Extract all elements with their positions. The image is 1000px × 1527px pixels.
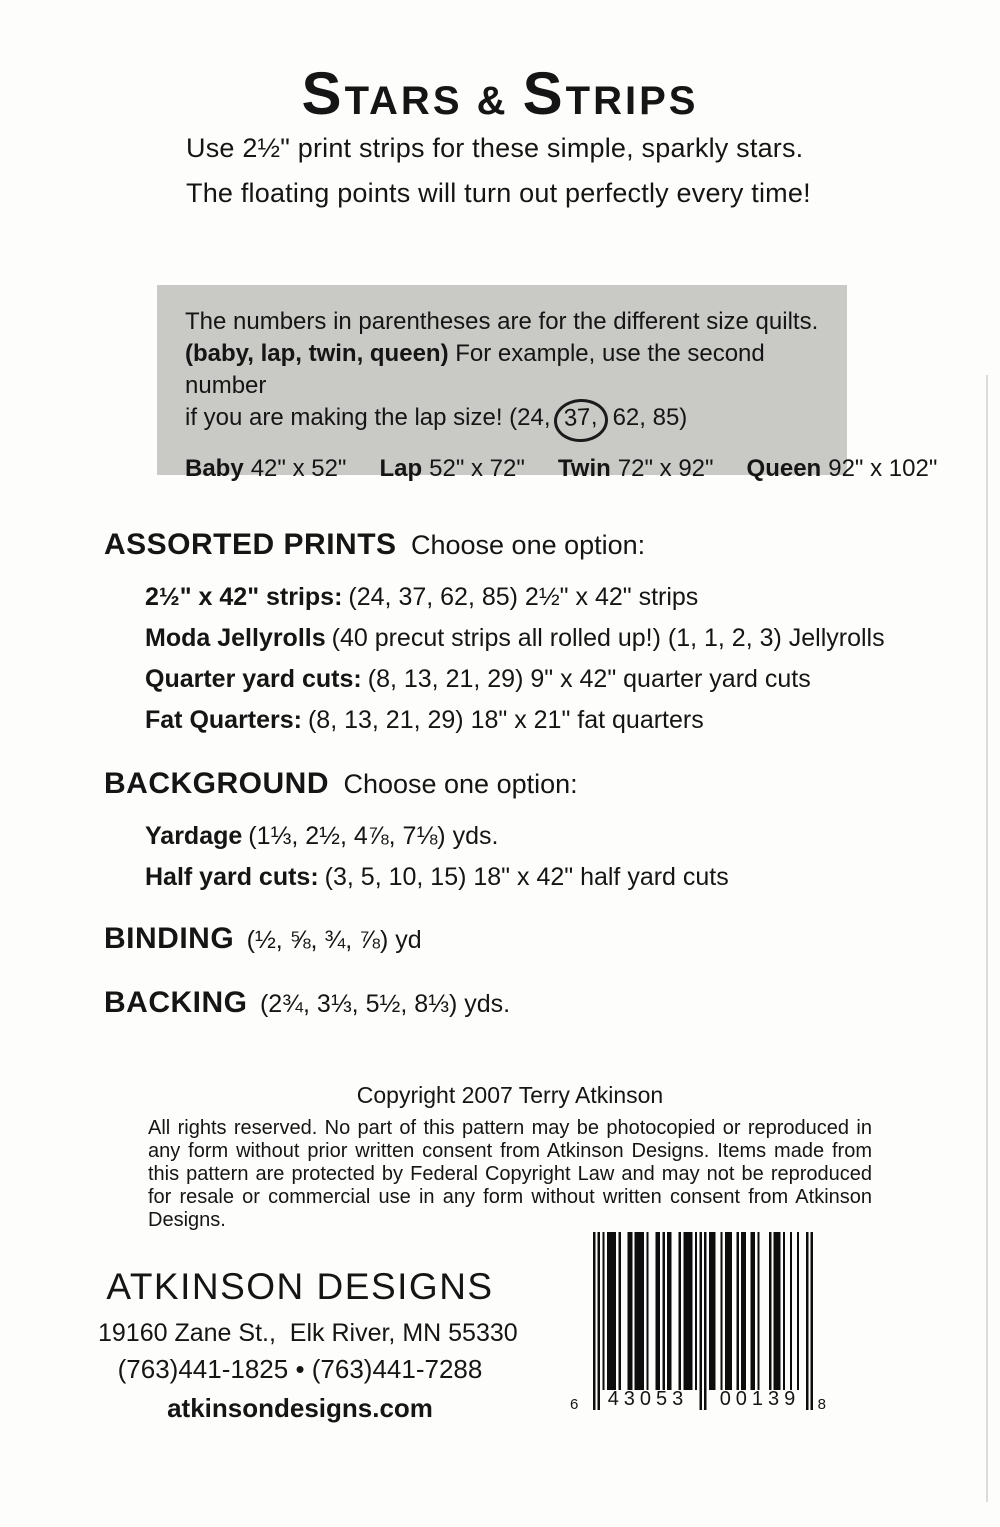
publisher-block [98, 1266, 518, 1424]
section-background-heading [104, 767, 914, 801]
option-half-yard-text: (3, 5, 10, 15) 18" x 42" half yard cuts [324, 863, 729, 891]
size-baby [185, 453, 346, 485]
barcode-right-digits: 00139 [719, 1388, 801, 1410]
info-line-2 [185, 338, 827, 402]
option-fat-quarters-text: (8, 13, 21, 29) 18" x 21" fat quarters [307, 706, 704, 734]
publisher-address: 19160 Zane St., Elk River, MN 55330 [98, 1319, 518, 1347]
option-quarter-yard [145, 659, 914, 700]
option-half-yard [145, 857, 914, 898]
background-options [145, 816, 914, 898]
size-lap [379, 453, 524, 485]
size-queen-label: Queen [746, 455, 822, 482]
scan-edge-artifact [986, 375, 988, 1502]
info-line-3-prefix: if you are making the lap size! (24, [185, 404, 551, 431]
option-quarter-yard-text: (8, 13, 21, 29) 9" x 42" quarter yard cuts [367, 665, 811, 693]
option-strips-label: 2½" x 42" strips: [145, 583, 343, 611]
option-fat-quarters [145, 700, 914, 741]
option-fat-quarters-label: Fat Quarters: [145, 706, 302, 734]
size-info-box [157, 285, 938, 482]
tagline-line-1: Use 2½" print strips for these simple, sparkly stars. [186, 133, 804, 163]
publisher-phones: (763)441-1825 • (763)441-7288 [117, 1354, 483, 1384]
materials-list [104, 528, 914, 1020]
background-title: BACKGROUND [104, 767, 329, 800]
copyright-title: Copyright 2007 Terry Atkinson [356, 1082, 664, 1108]
tagline-line-2: The floating points will turn out perfectly every time! [186, 178, 811, 208]
binding-yardage: (½, ⅝, ¾, ⅞) yd [246, 926, 422, 954]
barcode-check-digit: 8 [817, 1396, 826, 1413]
copyright-body: All rights reserved. No part of this pattern may be photocopied or reproduced in any form without prior written consent from Atkinson Designs. Items made from this pattern are protected by Federal Copyright Law and may not be reproduced for resale or commercial use in any form without written consent from Atkinson Designs. [148, 1117, 872, 1231]
publisher-website: atkinsondesigns.com [167, 1393, 433, 1423]
info-line-2-rest: For example, use the second number [185, 340, 765, 399]
section-assorted-prints-heading [104, 528, 914, 562]
size-lap-dimensions: 52" x 72" [429, 455, 525, 482]
size-baby-dimensions: 42" x 52" [250, 455, 347, 482]
size-queen-dimensions: 92" x 102" [828, 455, 938, 482]
size-twin-dimensions: 72" x 92" [617, 455, 714, 482]
copyright-block [148, 1082, 872, 1232]
info-line-3-suffix: 62, 85) [612, 404, 688, 431]
option-yardage-text: (1⅓, 2½, 4⅞, 7⅛) yds. [248, 822, 499, 850]
option-yardage [145, 816, 914, 857]
assorted-prints-options [145, 577, 914, 741]
option-jellyrolls-label: Moda Jellyrolls [145, 624, 326, 652]
size-twin-label: Twin [557, 455, 611, 482]
info-line-1: The numbers in parentheses are for the different size quilts. [185, 308, 819, 335]
option-yardage-label: Yardage [145, 822, 243, 850]
section-binding [104, 922, 914, 956]
option-half-yard-label: Half yard cuts: [145, 863, 319, 891]
circled-lap-number: 37, [552, 398, 609, 444]
barcode-left-digits: 43053 [607, 1388, 689, 1410]
barcode-bars [593, 1232, 813, 1413]
size-lap-label: Lap [379, 455, 423, 482]
upc-barcode [568, 1232, 826, 1413]
assorted-prints-instruction: Choose one option: [410, 530, 646, 560]
quilt-sizes-row [185, 453, 938, 485]
binding-title: BINDING [104, 922, 235, 955]
size-order-list: (baby, lap, twin, queen) [185, 340, 449, 367]
info-line-3 [185, 402, 827, 436]
backing-title: BACKING [104, 986, 248, 1019]
backing-yardage: (2¾, 3⅓, 5½, 8⅓) yds. [259, 990, 511, 1018]
tagline [186, 126, 886, 216]
option-quarter-yard-label: Quarter yard cuts: [145, 665, 362, 693]
background-instruction: Choose one option: [343, 769, 578, 799]
option-strips-text: (24, 37, 62, 85) 2½" x 42" strips [348, 583, 699, 611]
option-jellyrolls-text: (40 precut strips all rolled up!) (1, 1, 2, 3) Jellyrolls [331, 624, 885, 652]
page-title: STARS & STRIPS [301, 59, 699, 127]
option-jellyrolls [145, 618, 914, 659]
size-baby-label: Baby [185, 455, 244, 482]
assorted-prints-title: ASSORTED PRINTS [104, 528, 397, 561]
barcode-lead-digit: 6 [570, 1396, 579, 1413]
publisher-name: ATKINSON DESIGNS [106, 1266, 494, 1307]
section-backing [104, 986, 914, 1020]
size-queen [747, 453, 938, 485]
option-strips [145, 577, 914, 618]
size-twin [558, 453, 714, 485]
